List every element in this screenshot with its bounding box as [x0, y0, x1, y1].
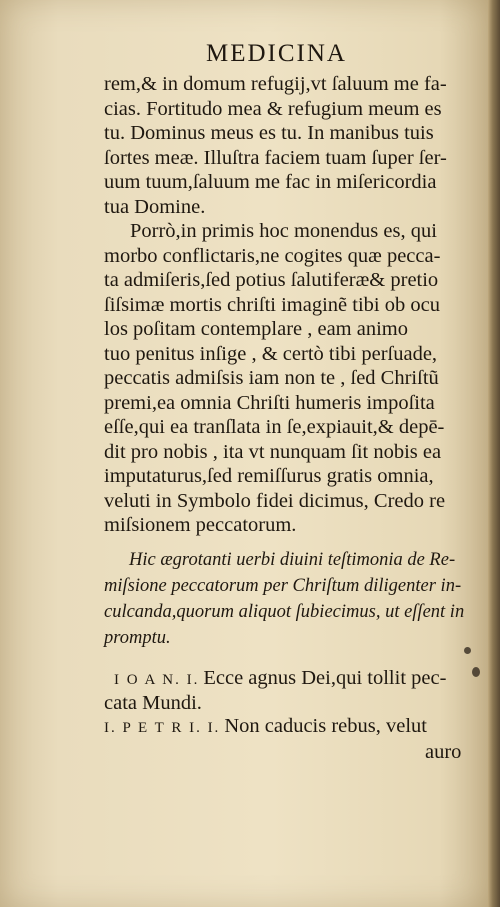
- citation-2: [104, 715, 427, 738]
- running-title: MEDICINA: [206, 40, 347, 67]
- italic-note-line-2: miſsione peccatorum per Chriſtum diligenter in-: [104, 576, 462, 596]
- text-line-12: tuo penitus inſige , & certò tibi perſuade,: [104, 343, 438, 365]
- text-line-5: uum tuum,ſaluum me fac in miſericordia: [104, 171, 437, 193]
- italic-note-line-3: culcanda,quorum aliquot ſubiecimus, ut eſſent in: [104, 602, 465, 622]
- text-line-16: dit pro nobis , ita vt nunquam ſit nobis ea: [104, 441, 442, 463]
- page-edge: [488, 0, 500, 907]
- text-line-7: Porrò,in primis hoc monendus es, qui: [130, 220, 437, 242]
- italic-note-line-1: Hic ægrotanti uerbi diuini teſtimonia de Re-: [129, 550, 456, 570]
- text-line-10: ſiſsimæ mortis chriſti imaginẽ tibi ob ocu: [104, 294, 440, 316]
- citation-ref: I. P E T R I. I.: [104, 720, 221, 736]
- citation-text: Ecce agnus Dei,qui tollit pec-: [203, 667, 447, 689]
- text-line-9: ta admiſeris,ſed potius ſalutiferæ& pretio: [104, 269, 439, 291]
- catchword: auro: [425, 741, 462, 763]
- text-line-13: peccatis admiſsis iam non te , ſed Chriſtũ: [104, 367, 439, 389]
- italic-note-line-4: promptu.: [104, 628, 171, 648]
- text-line-8: morbo conflictaris,ne cogites quæ pecca-: [104, 245, 441, 267]
- text-line-6: tua Domine.: [104, 196, 206, 218]
- citation-text: Non caducis rebus, velut: [224, 715, 427, 737]
- text-line-14: premi,ea omnia Chriſti humeris impoſita: [104, 392, 435, 414]
- text-line-2: cias. Fortitudo mea & refugium meum es: [104, 98, 442, 120]
- text-line-1: rem,& in domum refugij,vt ſaluum me fa-: [104, 73, 447, 95]
- text-line-18: veluti in Symbolo fidei dicimus, Credo re: [104, 490, 446, 512]
- text-line-17: imputaturus,ſed remiſſurus gratis omnia,: [104, 465, 434, 487]
- citation-1: [114, 667, 446, 690]
- text-line-11: los poſitam contemplare , eam animo: [104, 318, 408, 340]
- citation-ref: I O A N. I.: [114, 672, 200, 688]
- text-line-15: eſſe,qui ea tranſlata in ſe,expiauit,& depē-: [104, 416, 445, 438]
- text-line-19: miſsionem peccatorum.: [104, 514, 297, 536]
- ink-blot: [472, 667, 480, 677]
- ink-blot: [464, 647, 471, 654]
- citation-1-cont: cata Mundi.: [104, 692, 202, 714]
- text-line-4: ſortes meæ. Illuſtra faciem tuam ſuper ſer-: [104, 147, 447, 169]
- text-line-3: tu. Dominus meus es tu. In manibus tuis: [104, 122, 434, 144]
